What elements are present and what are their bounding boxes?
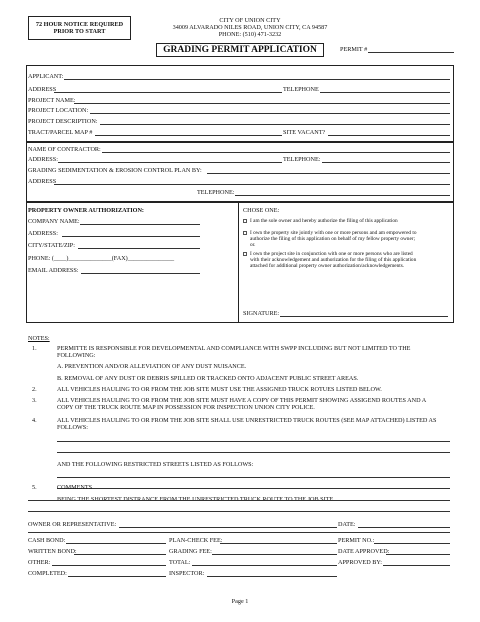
note-3-line1: ALL VEHICLES HAULING TO OR FROM THE JOB SITE MUST HAVE A COPY OF THIS PERMIT SHOWING ASSIGEND ROUTES AND A xyxy=(57,397,427,404)
notes-heading: NOTES: xyxy=(28,335,50,342)
applicant-telephone-label: TELEPHONE xyxy=(283,86,319,93)
completed-label: COMPLETED: xyxy=(28,570,67,577)
unrestricted-routes-line-2[interactable] xyxy=(57,452,450,453)
comments-label: COMMENTS xyxy=(57,484,93,491)
owner-city-field[interactable] xyxy=(78,248,200,249)
signature-field[interactable] xyxy=(280,316,448,317)
date-approved-field[interactable] xyxy=(386,554,450,555)
contractor-address-label: ADDRESS: xyxy=(28,156,58,163)
grading-fee-label: GRADING FEE: xyxy=(169,548,212,555)
plan-by-label: GRADING SEDIMENTATION & EROSION CONTROL PLAN BY: xyxy=(28,167,202,174)
page-title: GRADING PERMIT APPLICATION xyxy=(163,45,317,55)
other-label: OTHER: xyxy=(28,559,51,566)
date-approved-label: DATE APPROVED: xyxy=(338,548,390,555)
owner-rep-field[interactable] xyxy=(119,527,337,528)
completed-field[interactable] xyxy=(68,576,166,577)
project-name-field[interactable] xyxy=(74,103,450,104)
note-1-b: B. REMOVAL OF ANY DUST OR DEBRIS SPILLED OR TRACKED ONTO ADJACENT PUBLIC STREET AREAS. xyxy=(57,375,359,382)
owner-option-joint-line1: I own the property site jointly with one or more persons and am empowered to xyxy=(250,230,417,236)
plan-by-telephone-field[interactable] xyxy=(235,195,450,196)
owner-option-sole-text: I am the sole owner and hereby authorize the filing of this application xyxy=(250,218,398,224)
owner-rep-date-label: DATE: xyxy=(338,521,356,528)
owner-email-label: EMAIL ADDRESS: xyxy=(28,267,79,274)
project-location-label: PROJECT LOCATION: xyxy=(28,107,89,114)
applicant-address-field[interactable] xyxy=(54,92,282,93)
grading-fee-field[interactable] xyxy=(212,554,337,555)
contractor-address-field[interactable] xyxy=(58,162,282,163)
written-bond-label: WRITTEN BOND: xyxy=(28,548,77,555)
approved-by-label: APPROVED BY: xyxy=(338,559,382,566)
plan-by-address-label: ADDRESS xyxy=(28,178,57,185)
note-3-number: 3. xyxy=(32,397,37,404)
notice-line2: PRIOR TO START xyxy=(53,28,106,35)
owner-auth-divider xyxy=(238,202,239,323)
cash-bond-label: CASH BOND: xyxy=(28,537,66,544)
site-vacant-label: SITE VACANT? xyxy=(283,129,326,136)
restricted-streets-label: AND THE FOLLOWING RESTRICTED STREETS LISTED AS FOLLOWS: xyxy=(57,461,254,468)
applicant-field[interactable] xyxy=(64,79,450,80)
applicant-telephone-field[interactable] xyxy=(320,92,450,93)
note-5-number-visible: 5. xyxy=(32,484,37,491)
note-4-line1: ALL VEHICLES HAULING TO OR FROM THE JOB SITE SHALL USE UNRESTRICTED TRUCK ROUTES (SEE MAP ATTACHED) LISTED AS xyxy=(57,417,437,424)
permit-number-field[interactable] xyxy=(368,52,454,53)
cash-bond-field[interactable] xyxy=(66,543,166,544)
note-4-number: 4. xyxy=(32,417,37,424)
site-vacant-field[interactable] xyxy=(328,135,450,136)
permit-number-label: PERMIT # xyxy=(340,46,368,53)
written-bond-field[interactable] xyxy=(74,554,166,555)
shortest-distance-text: BEING THE SHORTEST DISTRANCE FROM THE UNRESTRICTED TRUCK ROUTE TO THE JOB SITE. xyxy=(57,496,335,503)
project-description-field[interactable] xyxy=(100,124,450,125)
owner-phone-label[interactable]: PHONE: (____)______________(FAX)_______________ xyxy=(28,255,175,262)
applicant-address-label: ADDRESS xyxy=(28,86,57,93)
other-field[interactable] xyxy=(52,565,166,566)
plan-by-field[interactable] xyxy=(207,173,450,174)
owner-option-joint-checkbox[interactable] xyxy=(243,231,247,235)
plan-by-address-field[interactable] xyxy=(54,184,450,185)
owner-city-label: CITY/STATE/ZIP: xyxy=(28,242,75,249)
note-1-line1: PERMITTE IS RESPONSIBLE FOR DEVELOPMENTAL AND COMPLIANCE WITH SWPP INCLUDING BUT NOT LIMITED TO THE xyxy=(57,345,411,352)
owner-rep-label: OWNER OR REPRESENTATIVE: xyxy=(28,521,117,528)
owner-email-field[interactable] xyxy=(81,273,200,274)
plan-check-field[interactable] xyxy=(220,543,337,544)
owner-address-label: ADDRESS: xyxy=(28,230,58,237)
owner-auth-heading: PROPERTY OWNER AUTHORIZATION: xyxy=(28,207,144,214)
tract-field[interactable] xyxy=(95,135,282,136)
owner-option-joint-line2: authorize the filing of this application on behalf of my fellow property owner; xyxy=(250,236,416,242)
owner-option-conjunction-line1: I own the project site in conjunction with one or more persons who are listed xyxy=(250,251,413,257)
page-number: Page 1 xyxy=(231,598,249,605)
total-field[interactable] xyxy=(192,565,337,566)
project-location-field[interactable] xyxy=(90,113,450,114)
inspector-field[interactable] xyxy=(207,576,337,577)
comments-line-1[interactable] xyxy=(28,500,450,501)
note-1-number: 1. xyxy=(32,345,37,352)
approved-by-field[interactable] xyxy=(383,565,450,566)
note-2-text: ALL VEHICLES HAULING TO OR FROM THE JOB SITE MUST USE THE ASSIGNED TRUCK ROTUES LISTED BELOW. xyxy=(57,386,382,393)
note-2-number: 2. xyxy=(32,386,37,393)
plan-check-label: PLAN-CHECK FEE: xyxy=(169,537,223,544)
note-3-line2: COPY OF THE TRUCK ROUTE MAP IN POSSESSION FOR INSPECTION UNION CITY POLICE. xyxy=(57,404,315,411)
note-1-a: A. PREVENTION AND/OR ALLEVIATION OF ANY DUST NUISANCE. xyxy=(57,363,247,370)
comments-line-2[interactable] xyxy=(28,511,450,512)
city-phone: PHONE: (510) 471-3232 xyxy=(218,31,282,38)
applicant-label: APPLICANT: xyxy=(28,73,64,80)
note-4-line2: FOLLOWS: xyxy=(57,424,88,431)
inspector-label: INSPECTOR: xyxy=(169,570,205,577)
owner-option-sole-checkbox[interactable] xyxy=(243,219,247,223)
owner-option-joint-line3: or. xyxy=(250,242,256,248)
notice-line1: 72 HOUR NOTICE REQUIRED xyxy=(35,21,124,28)
project-name-label: PROJECT NAME: xyxy=(28,97,76,104)
footer-divider xyxy=(28,532,450,533)
choose-heading: CHOSE ONE: xyxy=(243,207,280,214)
owner-address-field[interactable] xyxy=(62,236,200,237)
contractor-name-label: NAME OF CONTRACTOR: xyxy=(28,146,101,153)
restricted-streets-line-2[interactable] xyxy=(57,488,450,489)
owner-company-label: COMPANY NAME: xyxy=(28,218,80,225)
plan-by-telephone-label: TELEPHONE: xyxy=(197,189,235,196)
restricted-streets-line-1[interactable] xyxy=(57,477,450,478)
owner-option-conjunction-line2: with their acknowledgement and authorization for the filing of this application xyxy=(250,257,417,263)
tract-label: TRACT/PARCEL MAP # xyxy=(28,129,93,136)
total-label: TOTAL: xyxy=(169,559,191,566)
project-description-label: PROJECT DESCRIPTION: xyxy=(28,118,98,125)
contractor-telephone-field[interactable] xyxy=(322,162,450,163)
owner-option-conjunction-line3: attached for additional property owner authorization/acknowledgements. xyxy=(250,263,405,269)
unrestricted-routes-line-1[interactable] xyxy=(57,441,450,442)
city-name: CITY OF UNION CITY xyxy=(219,17,281,24)
city-address: 34009 ALVARADO NILES ROAD, UNION CITY, CA 94587 xyxy=(172,24,328,31)
permit-no-label: PERMIT NO.: xyxy=(338,537,375,544)
signature-label: SIGNATURE: xyxy=(243,310,280,317)
owner-company-field[interactable] xyxy=(80,224,200,225)
note-1-line2: FOLLOWING: xyxy=(57,352,96,359)
owner-option-conjunction-checkbox[interactable] xyxy=(243,252,247,256)
contractor-telephone-label: TELEPHONE: xyxy=(283,156,321,163)
permit-no-field[interactable] xyxy=(374,543,450,544)
owner-rep-date-field[interactable] xyxy=(358,527,450,528)
contractor-name-field[interactable] xyxy=(102,152,450,153)
